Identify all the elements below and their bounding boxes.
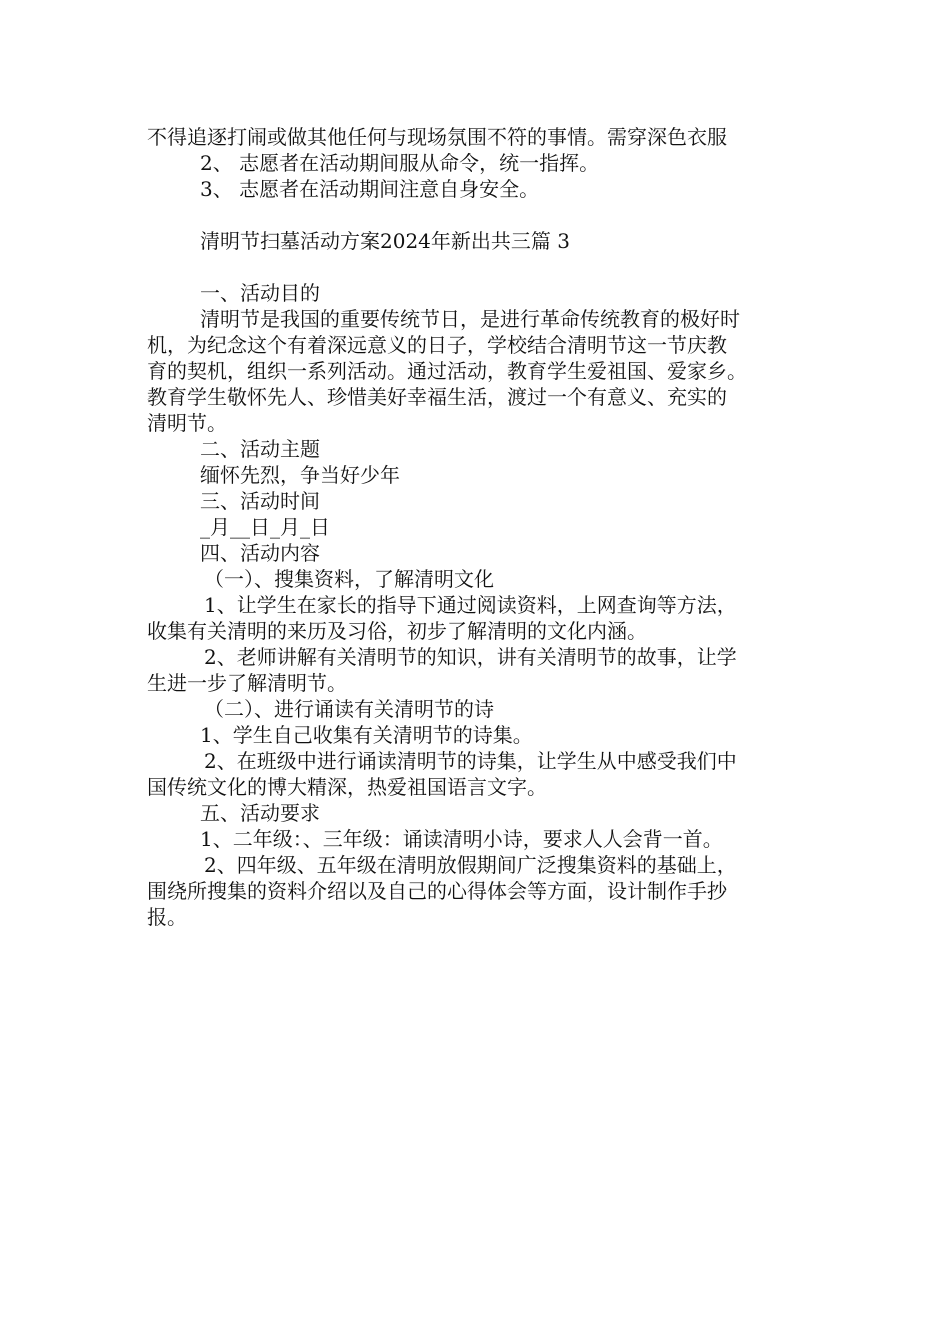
volunteer-rule-3: 3、 志愿者在活动期间注意自身安全。 [200, 177, 540, 201]
spacer [147, 254, 819, 280]
time-heading: 三、活动时间 [200, 489, 320, 513]
requirements-item2-line: 围绕所搜集的资料介绍以及自己的心得体会等方面，设计制作手抄 [147, 879, 727, 903]
purpose-paragraph-line: 清明节是我国的重要传统节日，是进行革命传统教育的极好时 [200, 307, 740, 331]
content-sub2-item2-line: 国传统文化的博大精深，热爱祖国语言文字。 [147, 775, 547, 799]
continuation-line: 不得追逐打闹或做其他任何与现场氛围不符的事情。需穿深色衣服 [147, 125, 727, 149]
purpose-paragraph-line: 教育学生敬怀先人、珍惜美好幸福生活，渡过一个有意义、充实的 [147, 385, 727, 409]
purpose-heading: 一、活动目的 [200, 281, 320, 305]
content-sub1-item2-line: 生进一步了解清明节。 [147, 671, 347, 695]
content-heading: 四、活动内容 [200, 541, 320, 565]
requirements-heading: 五、活动要求 [200, 801, 320, 825]
volunteer-rule-2: 2、 志愿者在活动期间服从命令，统一指挥。 [200, 151, 600, 175]
content-sub1-item1-line: 1、让学生在家长的指导下通过阅读资料，上网查询等方法， [204, 593, 737, 617]
content-sub2-item1: 1、学生自己收集有关清明节的诗集。 [200, 723, 533, 747]
content-sub1-item2-line: 2、老师讲解有关清明节的知识，讲有关清明节的故事，让学 [204, 645, 737, 669]
purpose-paragraph-line: 育的契机，组织一系列活动。通过活动，教育学生爱祖国、爱家乡。 [147, 359, 747, 383]
content-sub1-heading: （一）、搜集资料，了解清明文化 [204, 567, 494, 591]
content-sub1-item1-line: 收集有关清明的来历及习俗，初步了解清明的文化内涵。 [147, 619, 647, 643]
requirements-item2-line: 报。 [147, 905, 187, 929]
spacer [147, 202, 819, 228]
purpose-paragraph-line: 清明节。 [147, 411, 227, 435]
time-text: _月__日_月_日 [200, 515, 330, 539]
theme-heading: 二、活动主题 [200, 437, 320, 461]
requirements-item1: 1、二年级：、三年级：诵读清明小诗，要求人人会背一首。 [200, 827, 723, 851]
document-body [147, 124, 819, 930]
purpose-paragraph-line: 机，为纪念这个有着深远意义的日子，学校结合清明节这一节庆教 [147, 333, 727, 357]
section-title: 清明节扫墓活动方案2024年新出共三篇 3 [200, 229, 570, 253]
requirements-item2-line: 2、四年级、五年级在清明放假期间广泛搜集资料的基础上， [204, 853, 737, 877]
content-sub2-heading: （二）、进行诵读有关清明节的诗 [204, 697, 494, 721]
content-sub2-item2-line: 2、在班级中进行诵读清明节的诗集，让学生从中感受我们中 [204, 749, 737, 773]
theme-text: 缅怀先烈，争当好少年 [200, 463, 400, 487]
